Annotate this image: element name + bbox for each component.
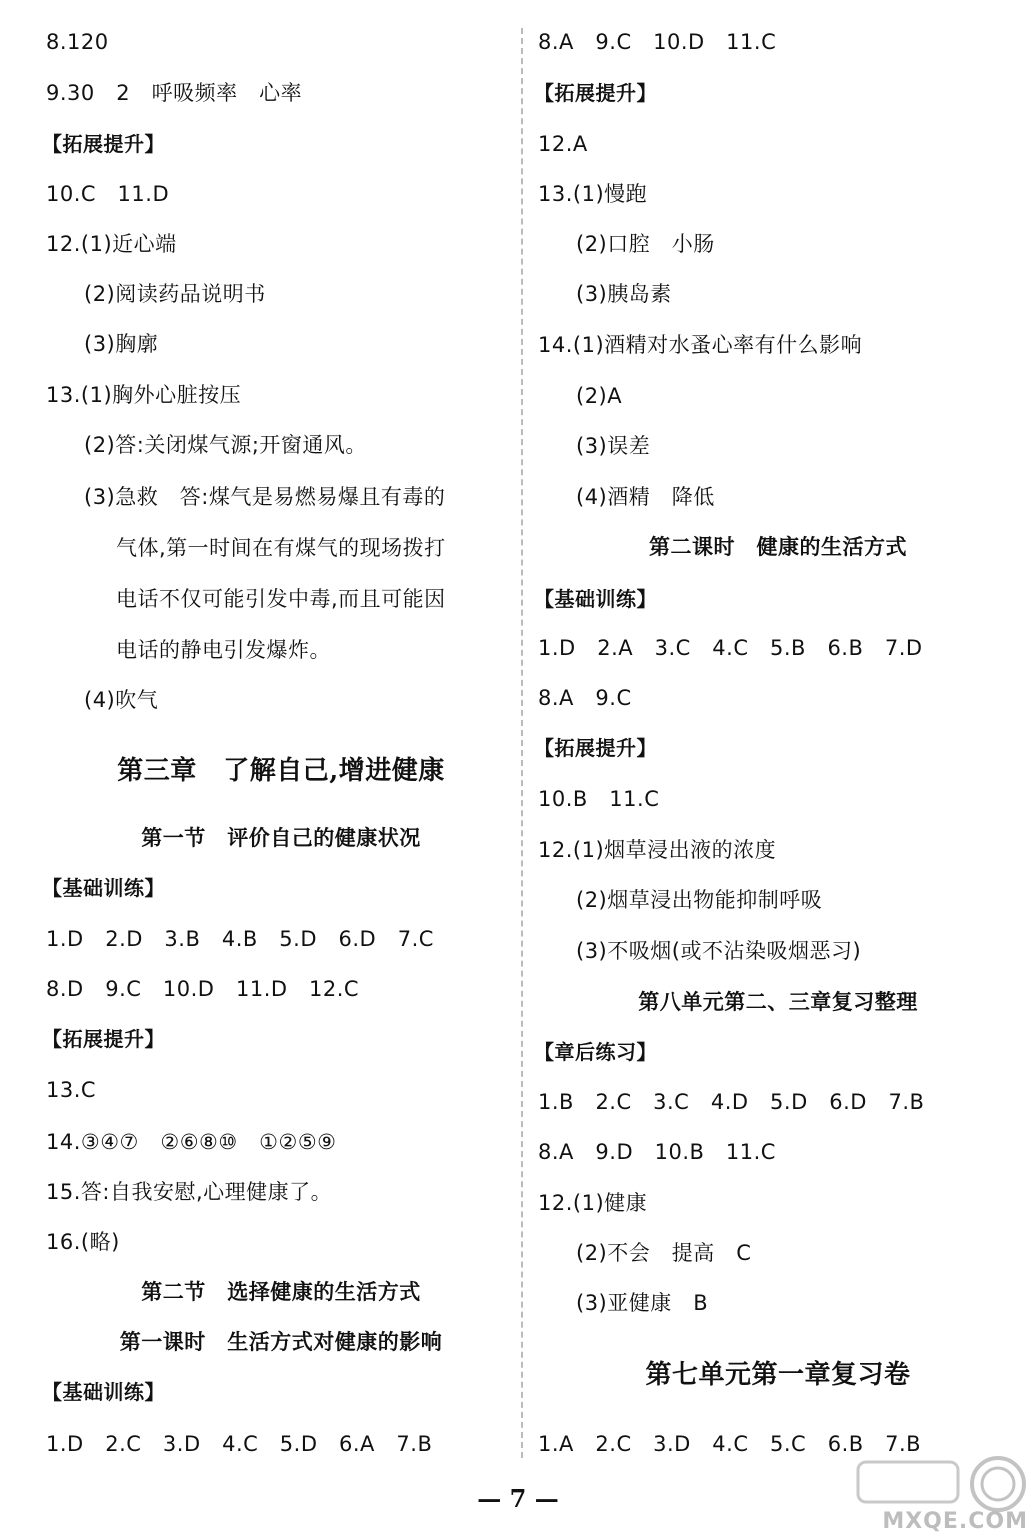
answer-line: 8.A 9.D 10.B 11.C: [538, 1140, 776, 1164]
answer-line: 1.D 2.D 3.B 4.B 5.D 6.D 7.C: [46, 927, 434, 951]
answer-line: 8.D 9.C 10.D 11.D 12.C: [46, 977, 360, 1001]
answer-line: 8.120: [46, 30, 109, 54]
answer-line: 8.A 9.C: [538, 686, 632, 710]
answer-line: (2)答:关闭煤气源;开窗通风。: [84, 433, 367, 457]
answer-line: (3)不吸烟(或不沾染吸烟恶习): [576, 939, 862, 963]
answer-line: 9.30 2 呼吸频率 心率: [46, 81, 303, 105]
chapter-title: 第三章 了解自己,增进健康: [117, 756, 445, 786]
answer-line: 气体,第一时间在有煤气的现场拨打: [116, 536, 446, 560]
section-title: 第一节 评价自己的健康状况: [141, 826, 421, 850]
answer-line: 13.C: [46, 1078, 97, 1102]
section-tag: 【拓展提升】: [42, 1027, 165, 1051]
answer-line: 12.A: [538, 132, 588, 156]
section-tag: 【基础训练】: [42, 1380, 165, 1404]
watermark-text: MXQE.COM: [882, 1509, 1028, 1534]
section-title: 第二课时 健康的生活方式: [649, 535, 907, 559]
answer-line: (3)亚健康 B: [576, 1291, 709, 1315]
answer-line: 13.(1)胸外心脏按压: [46, 383, 242, 407]
answer-line: 15.答:自我安慰,心理健康了。: [46, 1180, 333, 1204]
answer-line: (4)吹气: [84, 688, 159, 712]
answer-line: 1.D 2.C 3.D 4.C 5.D 6.A 7.B: [46, 1432, 433, 1456]
answer-line: (3)胸廓: [84, 332, 159, 356]
section-tag: 【基础训练】: [534, 587, 657, 611]
answer-line: 12.(1)健康: [538, 1191, 648, 1215]
watermark-logo: [838, 1454, 1028, 1536]
answer-line: 10.C 11.D: [46, 182, 170, 206]
answer-line: (3)误差: [576, 434, 651, 458]
answer-line: 1.A 2.C 3.D 4.C 5.C 6.B 7.B: [538, 1432, 922, 1456]
answer-line: 14.(1)酒精对水蚤心率有什么影响: [538, 333, 863, 357]
answer-line: (3)胰岛素: [576, 282, 672, 306]
answer-line: (2)A: [576, 384, 623, 408]
section-tag: 【拓展提升】: [534, 81, 657, 105]
answer-line: 10.B 11.C: [538, 787, 660, 811]
answer-line: 电话不仅可能引发中毒,而且可能因: [116, 587, 446, 611]
section-title: 第一课时 生活方式对健康的影响: [119, 1330, 443, 1354]
answer-line: 12.(1)烟草浸出液的浓度: [538, 838, 777, 862]
answer-line: 1.B 2.C 3.C 4.D 5.D 6.D 7.B: [538, 1090, 925, 1114]
answer-line: 电话的静电引发爆炸。: [116, 638, 331, 662]
section-title: 第八单元第二、三章复习整理: [638, 990, 918, 1014]
answer-line: (4)酒精 降低: [576, 485, 715, 509]
section-tag: 【拓展提升】: [42, 132, 165, 156]
answer-line: (2)口腔 小肠: [576, 232, 715, 256]
section-title: 第二节 选择健康的生活方式: [141, 1280, 421, 1304]
answer-line: 13.(1)慢跑: [538, 182, 648, 206]
answer-line: (2)不会 提高 C: [576, 1241, 752, 1265]
chapter-title: 第七单元第一章复习卷: [645, 1360, 911, 1390]
answer-line: 14.③④⑦ ②⑥⑧⑩ ①②⑤⑨: [46, 1130, 337, 1154]
answer-line: 8.A 9.C 10.D 11.C: [538, 30, 777, 54]
answer-line: 16.(略): [46, 1230, 120, 1254]
column-divider: [521, 28, 523, 1458]
answer-line: (2)烟草浸出物能抑制呼吸: [576, 888, 823, 912]
page-number: — 7 —: [477, 1484, 559, 1513]
section-tag: 【拓展提升】: [534, 736, 657, 760]
answer-line: 1.D 2.A 3.C 4.C 5.B 6.B 7.D: [538, 636, 923, 660]
section-tag: 【基础训练】: [42, 876, 165, 900]
answer-line: 12.(1)近心端: [46, 232, 177, 256]
answer-line: (3)急救 答:煤气是易燃易爆且有毒的: [84, 485, 446, 509]
answer-line: (2)阅读药品说明书: [84, 282, 266, 306]
section-tag: 【章后练习】: [534, 1040, 657, 1064]
